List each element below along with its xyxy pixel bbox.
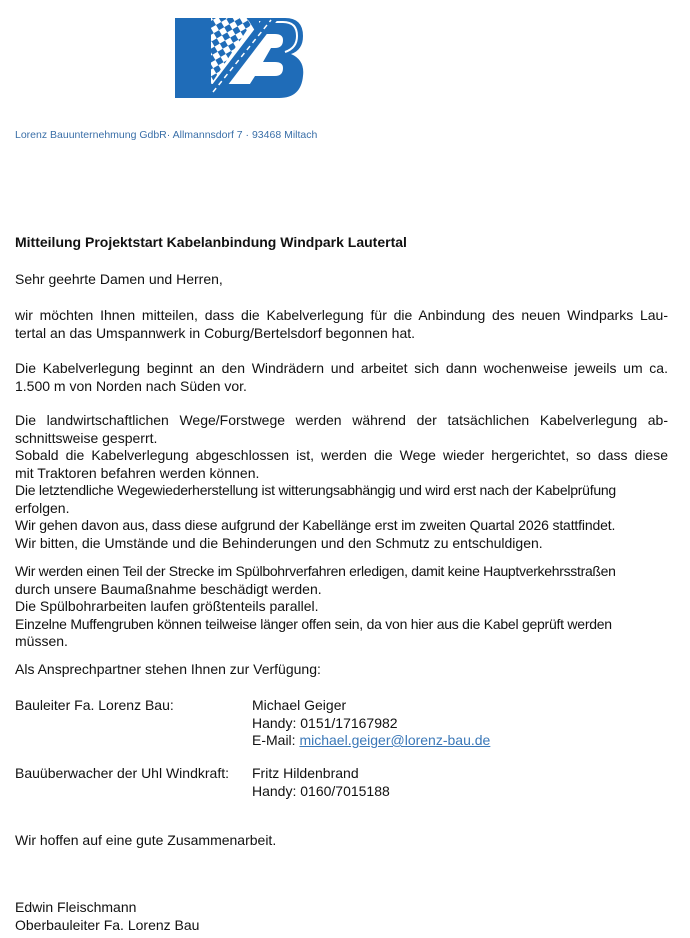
- closing-text: Wir hoffen auf eine gute Zusammenarbeit.: [15, 832, 277, 848]
- contact-role: Bauüberwacher der Uhl Windkraft:: [15, 765, 229, 781]
- contact-phone: Handy: 0160/7015188: [252, 782, 390, 799]
- contact-details: [252, 765, 390, 800]
- company-logo: [175, 14, 305, 102]
- signatory-title: Oberbauleiter Fa. Lorenz Bau: [15, 916, 200, 933]
- salutation-text: Sehr geehrte Damen und Herren,: [15, 271, 223, 287]
- paragraph-line: Wir gehen davon aus, dass diese aufgrund der Kabellänge erst im zweiten Quartal 2026 stattfindet.: [15, 517, 616, 533]
- paragraph-line: Wir bitten, die Umstände und die Behinderungen und den Schmutz zu entschuldigen.: [15, 534, 543, 551]
- sender-address-line: Lorenz Bauunternehmung GdbR· Allmannsdorf 7 · 93468 Miltach: [15, 129, 318, 141]
- paragraph-line: müssen.: [15, 633, 68, 649]
- paragraph-line: tertal an das Umspannwerk in Coburg/Bertelsdorf begonnen hat.: [15, 324, 416, 341]
- paragraph-line: wir möchten Ihnen mitteilen, dass die Kabelverlegung für die Anbindung des neuen Windparks Lau-: [15, 307, 668, 323]
- contact-email-row: [252, 732, 490, 750]
- signature-block: [15, 899, 668, 934]
- paragraph-line: durch unsere Baumaßnahme beschädigt werden.: [15, 580, 322, 597]
- paragraph-cable-laying: [15, 360, 668, 395]
- contacts-intro-text: Als Ansprechpartner stehen Ihnen zur Verfügung:: [15, 661, 321, 677]
- paragraph-line: Einzelne Muffengruben können teilweise länger offen sein, da von hier aus die Kabel geprüft werden: [15, 615, 612, 632]
- contact-name: Fritz Hildenbrand: [252, 765, 359, 781]
- paragraph-line: mit Traktoren befahren werden können.: [15, 464, 260, 481]
- closing: [15, 832, 668, 850]
- paragraph-line: schnittsweise gesperrt.: [15, 429, 158, 446]
- paragraph-project-start: [15, 307, 668, 342]
- salutation: [15, 271, 668, 289]
- contact-role: Bauleiter Fa. Lorenz Bau:: [15, 697, 174, 713]
- paragraph-line: 1.500 m von Norden nach Süden vor.: [15, 377, 247, 394]
- paragraph-line: Sobald die Kabelverlegung abgeschlossen ist, werden die Wege wieder hergerichtet, so dass diese: [15, 447, 668, 463]
- letter-subject: Mitteilung Projektstart Kabelanbindung Windpark Lautertal: [15, 234, 407, 250]
- paragraph-road-closures: [15, 412, 668, 552]
- contact-phone: Handy: 0151/17167982: [252, 714, 398, 731]
- paragraph-line: Wir werden einen Teil der Strecke im Spülbohrverfahren erledigen, damit keine Hauptverkehrsstraßen: [15, 563, 616, 579]
- email-label: E-Mail:: [252, 732, 300, 748]
- lorenz-bau-logo-icon: [175, 14, 305, 102]
- signatory-name: Edwin Fleischmann: [15, 899, 137, 915]
- paragraph-horizontal-drilling: [15, 563, 668, 651]
- paragraph-line: erfolgen.: [15, 499, 70, 516]
- contact-details: [252, 697, 490, 750]
- contact-name: Michael Geiger: [252, 697, 347, 713]
- paragraph-line: Die landwirtschaftlichen Wege/Forstwege werden während der tatsächlichen Kabelverlegung ab-: [15, 412, 668, 428]
- email-link[interactable]: michael.geiger@lorenz-bau.de: [299, 732, 491, 748]
- paragraph-line: Die Spülbohrarbeiten laufen größtenteils parallel.: [15, 598, 319, 614]
- paragraph-line: Die letztendliche Wegewiederherstellung ist witterungsabhängig und wird erst nach der Kabelprüfung: [15, 482, 616, 498]
- paragraph-line: Die Kabelverlegung beginnt an den Windrädern und arbeitet sich dann wochenweise jeweils um ca.: [15, 360, 668, 376]
- contacts-intro: [15, 661, 668, 679]
